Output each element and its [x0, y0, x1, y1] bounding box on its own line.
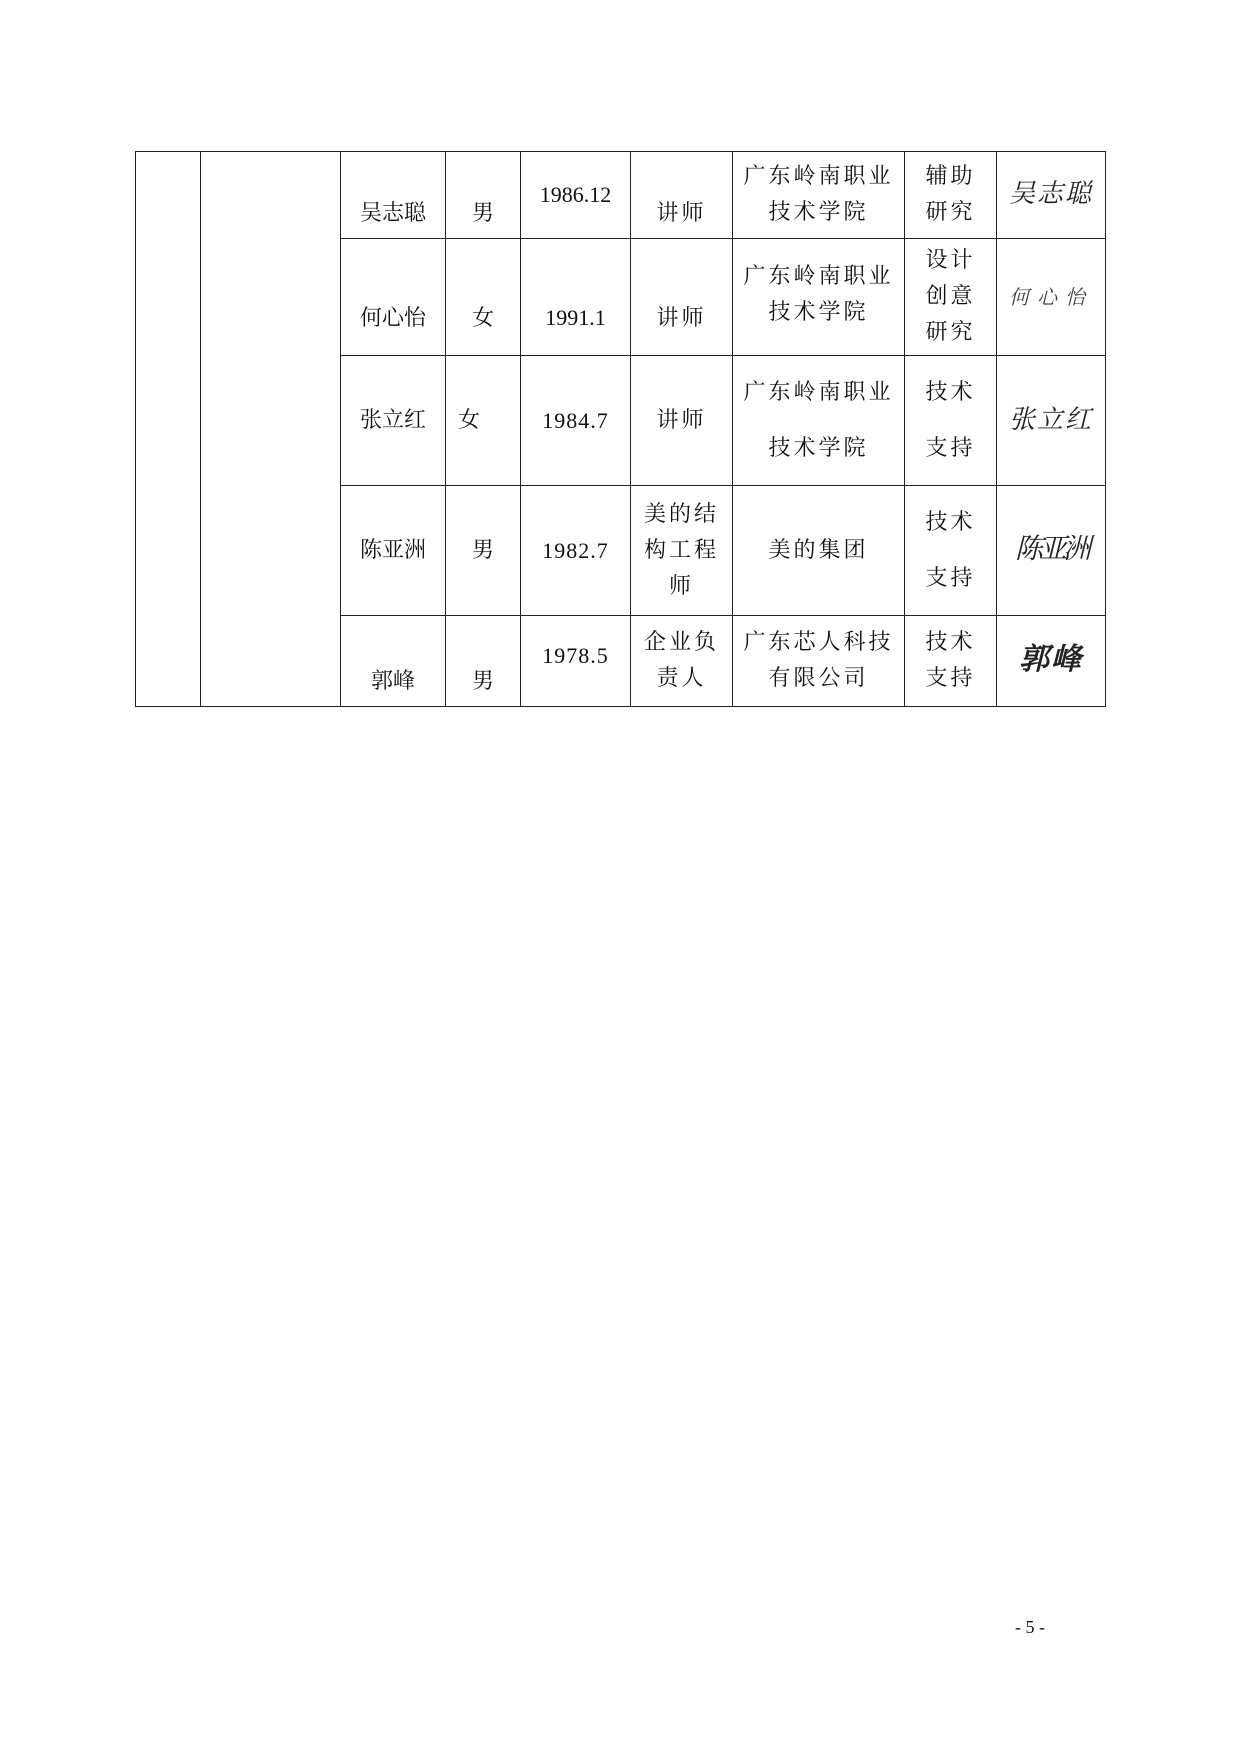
- role-line: 技术: [925, 509, 976, 535]
- title-cell: [631, 152, 733, 239]
- gender-cell: 女: [446, 239, 521, 356]
- signature: 郭峰: [1019, 641, 1083, 677]
- org-cell: [733, 152, 905, 239]
- signature: 陈亚洲: [1014, 532, 1087, 565]
- org-line: 广东岭南职业: [743, 164, 894, 189]
- birth-cell: 1984.7: [521, 356, 631, 486]
- org-line: 美的集团: [768, 537, 869, 563]
- role-cell: [905, 356, 997, 486]
- birth-cell: 1982.7: [521, 486, 631, 616]
- org-line: 技术学院: [768, 300, 869, 325]
- role-line: 辅助: [925, 164, 976, 189]
- role-cell: [905, 616, 997, 707]
- role-line: 技术: [925, 630, 976, 655]
- gender-cell: 男: [446, 152, 521, 239]
- page-number: - 5 -: [1015, 1617, 1045, 1637]
- title-cell: [631, 239, 733, 356]
- title-line: 企业负: [643, 630, 719, 655]
- birth-cell: 1978.5: [521, 616, 631, 707]
- org-line: 技术学院: [768, 200, 869, 225]
- org-line: 广东岭南职业: [743, 379, 894, 405]
- title-cell: [631, 616, 733, 707]
- empty-cell: [136, 152, 201, 707]
- title-cell: [631, 356, 733, 486]
- role-line: 支持: [925, 435, 976, 461]
- member-table: [135, 151, 1106, 707]
- title-line: 讲师: [656, 201, 707, 226]
- org-cell: [733, 486, 905, 616]
- title-line: 讲师: [656, 407, 707, 433]
- signature-cell: [997, 239, 1106, 356]
- org-line: 有限公司: [768, 666, 869, 691]
- signature-cell: [997, 486, 1106, 616]
- name-cell: 陈亚洲: [341, 486, 446, 616]
- signature-cell: [997, 152, 1106, 239]
- title-line: 责人: [656, 666, 707, 691]
- gender-cell: 男: [446, 486, 521, 616]
- title-line: 师: [668, 573, 694, 599]
- name-cell: 郭峰: [341, 616, 446, 707]
- title-line: 讲师: [656, 306, 707, 331]
- birth-cell: 1991.1: [521, 239, 631, 356]
- role-line: 支持: [925, 565, 976, 591]
- signature: 吴志聪: [1008, 179, 1093, 209]
- org-line: 广东岭南职业: [743, 264, 894, 289]
- name-cell: 何心怡: [341, 239, 446, 356]
- role-cell: [905, 486, 997, 616]
- signature: 何心怡: [1009, 284, 1093, 309]
- signature-cell: [997, 616, 1106, 707]
- gender-cell: 女: [446, 356, 521, 486]
- role-line: 技术: [925, 379, 976, 405]
- org-cell: [733, 239, 905, 356]
- role-cell: [905, 239, 997, 356]
- signature-cell: [997, 356, 1106, 486]
- role-line: 研究: [925, 320, 976, 345]
- table-row: [136, 152, 1106, 239]
- signature: 张立红: [1008, 404, 1093, 435]
- org-line: 技术学院: [768, 435, 869, 461]
- role-cell: [905, 152, 997, 239]
- empty-cell: [201, 152, 341, 707]
- role-line: 设计: [925, 248, 976, 273]
- org-cell: [733, 356, 905, 486]
- role-line: 创意: [925, 284, 976, 309]
- role-line: 研究: [925, 200, 976, 225]
- org-line: 广东芯人科技: [743, 630, 894, 655]
- name-cell: 吴志聪: [341, 152, 446, 239]
- title-line: 构工程: [643, 537, 719, 563]
- title-cell: [631, 486, 733, 616]
- gender-cell: 男: [446, 616, 521, 707]
- role-line: 支持: [925, 666, 976, 691]
- birth-cell: 1986.12: [521, 152, 631, 239]
- org-cell: [733, 616, 905, 707]
- name-cell: 张立红: [341, 356, 446, 486]
- title-line: 美的结: [643, 501, 719, 527]
